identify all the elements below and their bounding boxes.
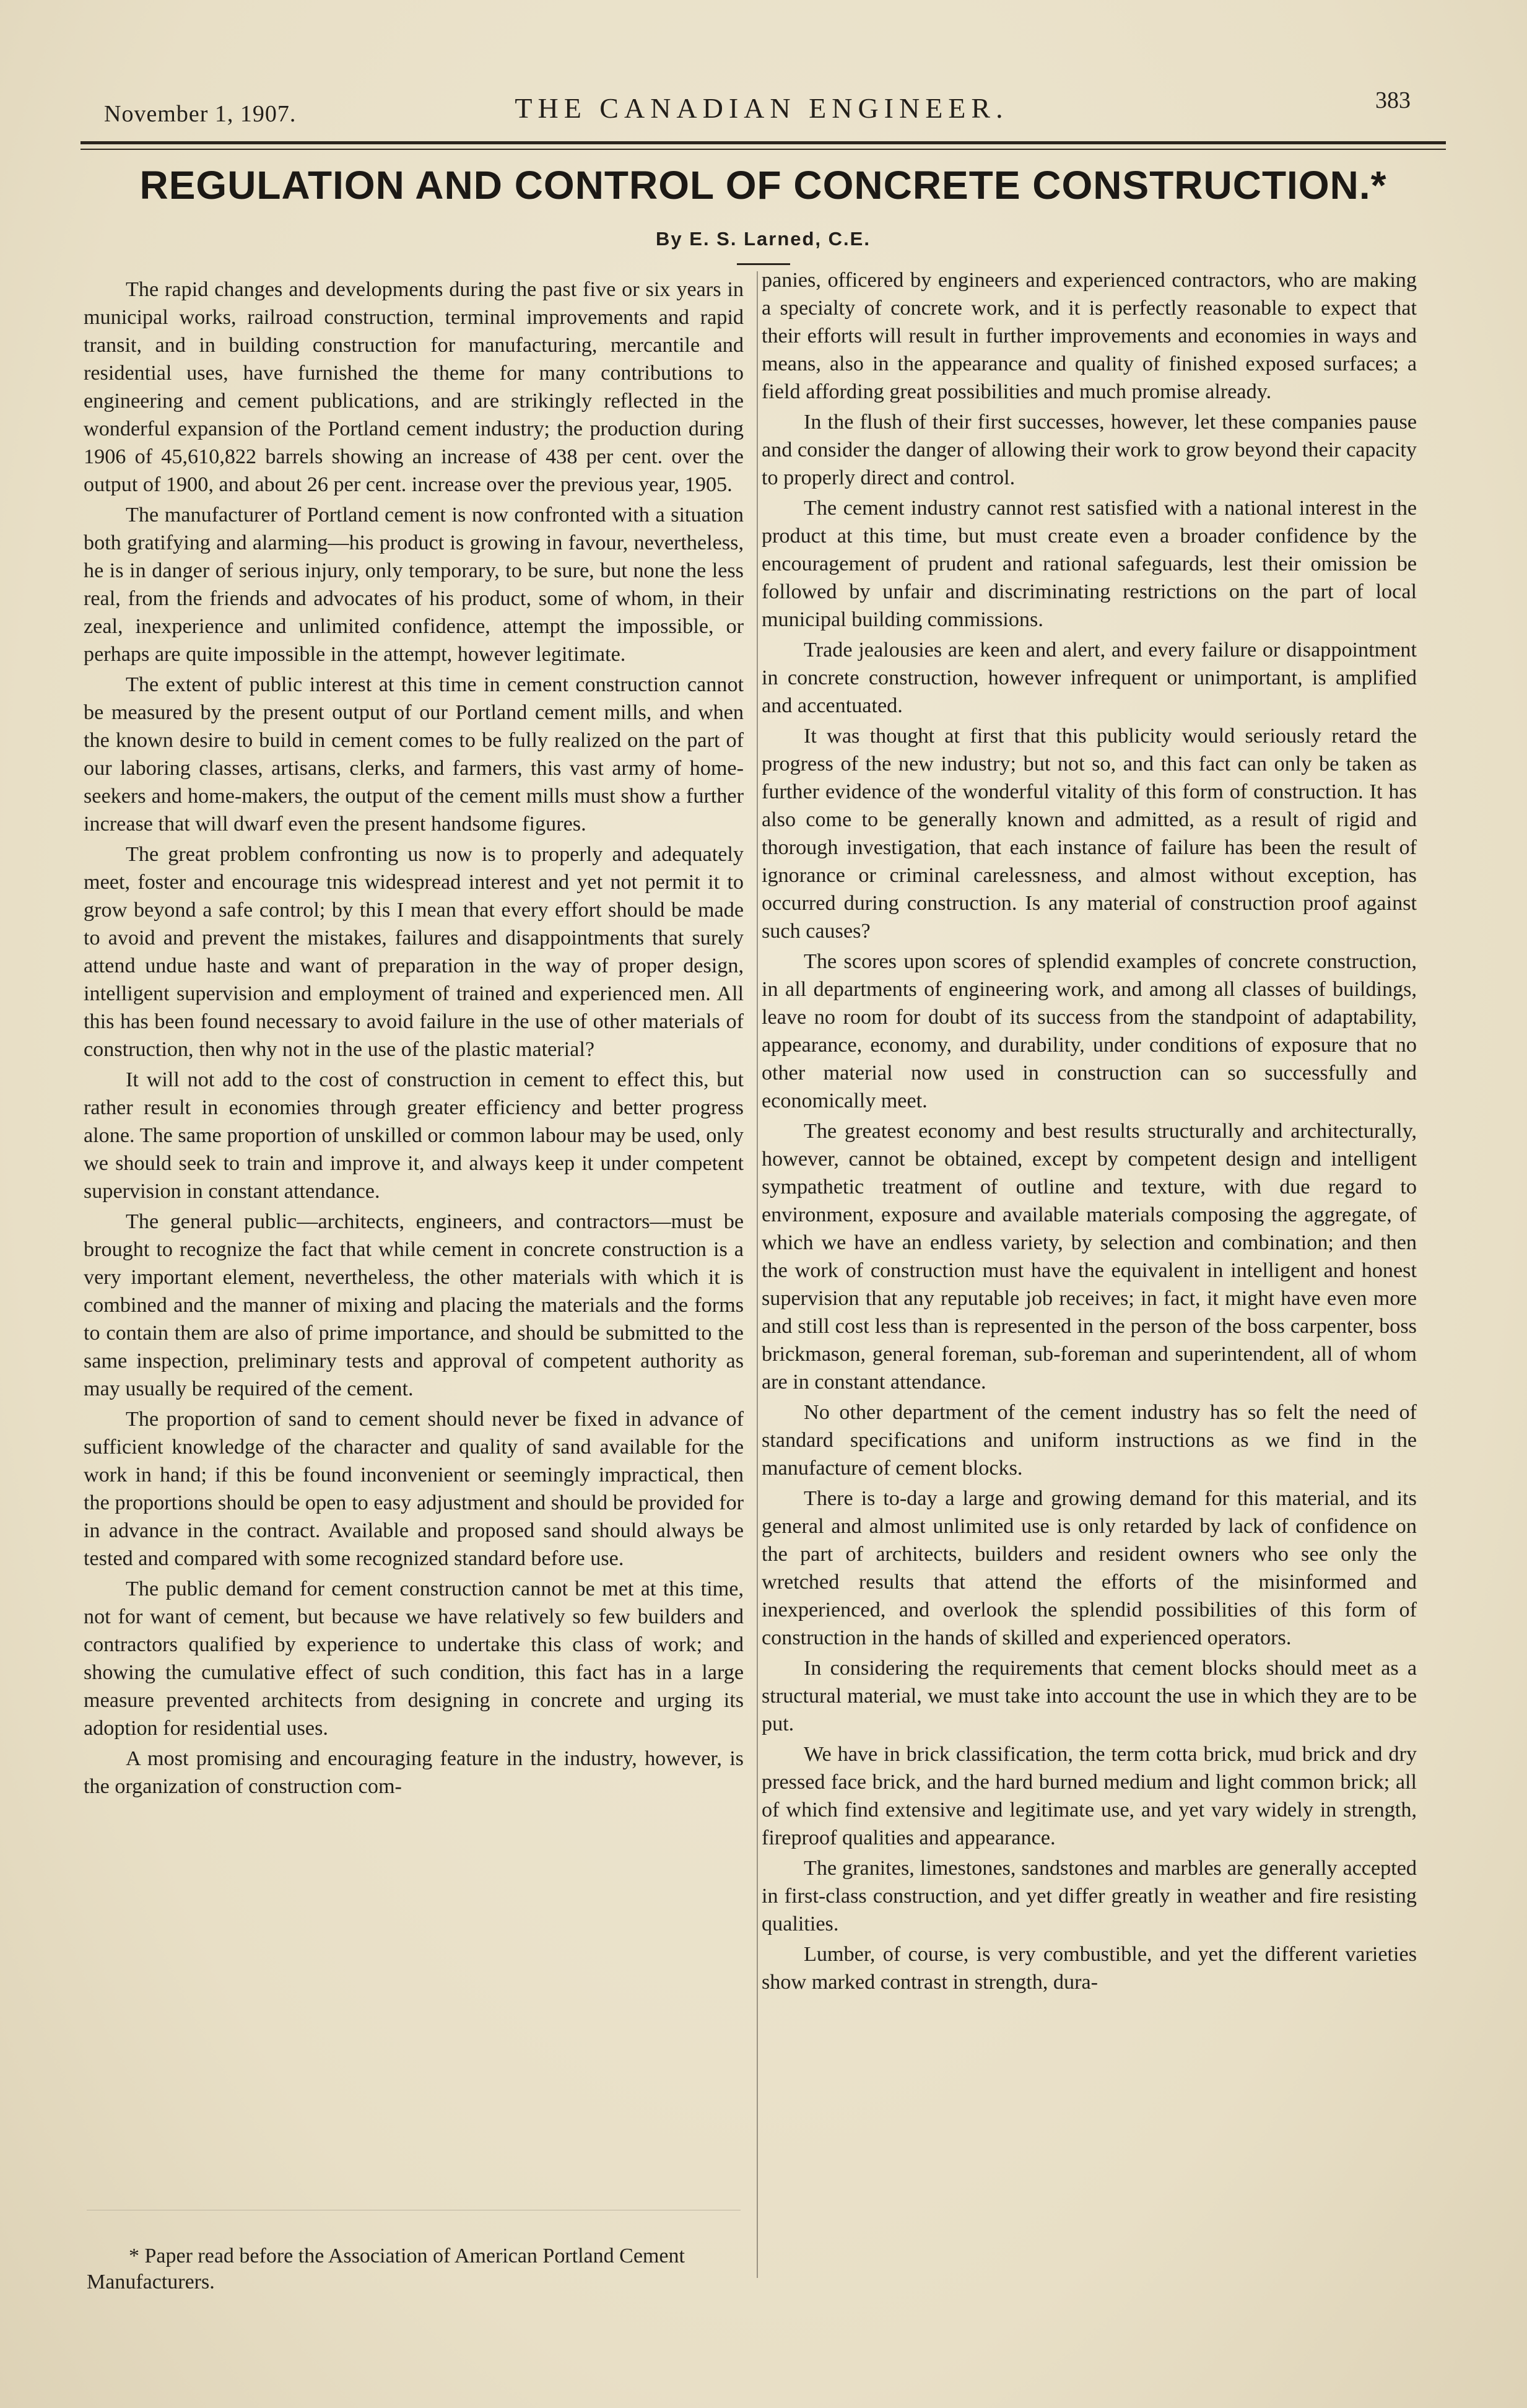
- paragraph: A most promising and encouraging feature in the industry, however, is the organization of construction com-: [84, 1747, 744, 1798]
- paragraph: There is to-day a large and growing demand for this material, and its general and almost unlimited use is only retarded by lack of confidence on the part of architects, builders and resident owners who see only the wretched results that attend the efforts of the misinformed and inexperienced, and overlook the splendid possibilities of this form of construction in the hands of skilled and experienced operators.: [762, 1487, 1417, 1649]
- paragraph: In the flush of their first successes, however, let these companies pause and consider the danger of allowing their work to grow beyond their capacity to properly direct and control.: [762, 411, 1417, 489]
- paragraph: It will not add to the cost of construction in cement to effect this, but rather result in economies through greater efficiency and better progress alone. The same proportion of unskilled or common labour may be used, only we should seek to train and improve it, and always keep it under competent supervision in constant attendance.: [84, 1068, 744, 1203]
- paragraph: The rapid changes and developments during the past five or six years in municipal works, railroad construction, terminal improvements and rapid transit, and in building construction for manufacturing, mercantile and residential uses, have furnished the theme for many contributions to engineering and cement publications, and are strikingly reflected in the wonderful expansion of the Portland cement industry; the production during 1906 of 45,610,822 barrels showing an increase of 438 per cent. over the output of 1900, and about 26 per cent. increase over the previous year, 1905.: [84, 278, 744, 496]
- paragraph: The public demand for cement construction cannot be met at this time, not for want of cement, but because we have relatively so few builders and contractors qualified by experience to undertake this class of work; and showing the cumulative effect of such condition, this fact has in a large measure prevented architects from designing in concrete and urging its adoption for residential uses.: [84, 1577, 744, 1740]
- paragraph: The greatest economy and best results structurally and architecturally, however, cannot be obtained, except by competent design and intelligent sympathetic treatment of outline and texture, with due regard to environment, exposure and available materials composing the aggregate, of which we have an endless variety, by selection and combination; and then the work of construction must have the equivalent in intelligent and honest supervision that any reputable job receives; in fact, it might have even more and still cost less than is represented in the person of the boss carpenter, boss brickmason, general foreman, sub-foreman and superintendent, all of whom are in constant attendance.: [762, 1120, 1417, 1394]
- paragraph: Lumber, of course, is very combustible, and yet the different varieties show marked contrast in strength, dura-: [762, 1943, 1417, 1994]
- running-head: [80, 87, 1443, 136]
- paragraph: The granites, limestones, sandstones and marbles are generally accepted in first-class construction, and yet differ greatly in weather and fire resisting qualities.: [762, 1857, 1417, 1935]
- right-column: [762, 266, 1417, 1999]
- paragraph: We have in brick classification, the term cotta brick, mud brick and dry pressed face brick, and the hard burned medium and light common brick; all of which find extensive and legitimate use, and yet vary widely in strength, fireproof qualities and appearance.: [762, 1743, 1417, 1849]
- footnote-text: * Paper read before the Association of American Portland Cement Manufacturers.: [87, 2244, 685, 2293]
- column-divider: [757, 271, 758, 2278]
- paragraph: The great problem confronting us now is to properly and adequately meet, foster and encourage tnis widespread interest and yet not permit it to grow beyond a safe control; by this I mean that every effort should be made to avoid and prevent the mistakes, failures and disappointments that surely attend undue haste and want of preparation in the way of proper design, intelligent supervision and employment of trained and experienced men. All this has been found necessary to avoid failure in the use of other materials of construction, then why not in the use of the plastic material?: [84, 843, 744, 1061]
- left-column: [84, 276, 744, 1803]
- paragraph: The proportion of sand to cement should never be fixed in advance of sufficient knowledge of the character and quality of sand available for the work in hand; if this be found inconvenient or seemingly impractical, then the proportions should be open to easy adjustment and should be provided for in advance in the contract. Available and proposed sand should always be tested and compared with some recognized standard before use.: [84, 1408, 744, 1570]
- paragraph: The extent of public interest at this time in cement construction cannot be measured by the present output of our Portland cement mills, and when the known desire to build in cement comes to be fully realized on the part of our laboring classes, artisans, clerks, and farmers, this vast army of home-seekers and home-makers, the output of the cement mills must show a further increase that will dwarf even the present handsome figures.: [84, 673, 744, 835]
- issue-date: November 1, 1907.: [104, 101, 297, 127]
- header-rule-thick: [80, 141, 1446, 144]
- journal-title: THE CANADIAN ENGINEER.: [515, 92, 1009, 124]
- paragraph: In considering the requirements that cement blocks should meet as a structural material, we must take into account the use in which they are to be put.: [762, 1657, 1417, 1735]
- page-number: 383: [1375, 87, 1411, 113]
- header-rule-thin: [80, 149, 1446, 150]
- paragraph: The general public—architects, engineers, and contractors—must be brought to recognize the fact that while cement in concrete construction is a very important element, nevertheless, the other materials with which it is combined and the manner of mixing and placing the materials and the forms to contain them are also of prime importance, and should be submitted to the same inspection, preliminary tests and approval of competent authority as may usually be required of the cement.: [84, 1210, 744, 1400]
- byline-rule: [737, 263, 790, 265]
- paragraph: It was thought at first that this publicity would seriously retard the progress of the new industry; but not so, and this fact can only be taken as further evidence of the wonderful vitality of this form of construction. It has also come to be generally known and admitted, as a result of rigid and thorough investigation, that each instance of failure has been the result of ignorance or criminal carelessness, and almost without exception, has occurred during construction. Is any material of construction proof against such causes?: [762, 725, 1417, 943]
- paragraph: The cement industry cannot rest satisfied with a national interest in the product at this time, but must create even a broader confidence by the encouragement of prudent and rational safeguards, lest their omission be followed by unfair and discriminating restrictions on the part of local municipal building commissions.: [762, 497, 1417, 631]
- paragraph: The scores upon scores of splendid examples of concrete construction, in all departments of engineering work, and among all classes of buildings, leave no room for doubt of its success from the standpoint of adaptability, appearance, economy, and durability, under conditions of exposure that no other material now used in construction can so successfully and economically meet.: [762, 950, 1417, 1112]
- paragraph: No other department of the cement industry has so felt the need of standard specifications and uniform instructions as we find in the manufacture of cement blocks.: [762, 1401, 1417, 1480]
- paragraph: The manufacturer of Portland cement is now confronted with a situation both gratifying and alarming—his product is growing in favour, nevertheless, he is in danger of serious injury, only temporary, to be sure, but none the less real, from the friends and advocates of his product, some of whom, in their zeal, inexperience and unlimited confidence, attempt the impossible, or perhaps are quite impossible in the attempt, however legitimate.: [84, 504, 744, 666]
- paragraph: Trade jealousies are keen and alert, and every failure or disappointment in concrete construction, however infrequent or unimportant, is amplified and accentuated.: [762, 639, 1417, 717]
- article-title: REGULATION AND CONTROL OF CONCRETE CONSTRUCTION.*: [139, 163, 1387, 207]
- article-byline: By E. S. Larned, C.E.: [656, 228, 871, 250]
- footnote: [87, 2243, 743, 2295]
- paragraph-continued: panies, officered by engineers and experienced contractors, who are making a specialty of concrete work, and it is perfectly reasonable to expect that their efforts will result in further improvements and economies in ways and means, also in the appearance and quality of finished exposed surfaces; a field affording great possibilities and much promise already.: [762, 269, 1417, 403]
